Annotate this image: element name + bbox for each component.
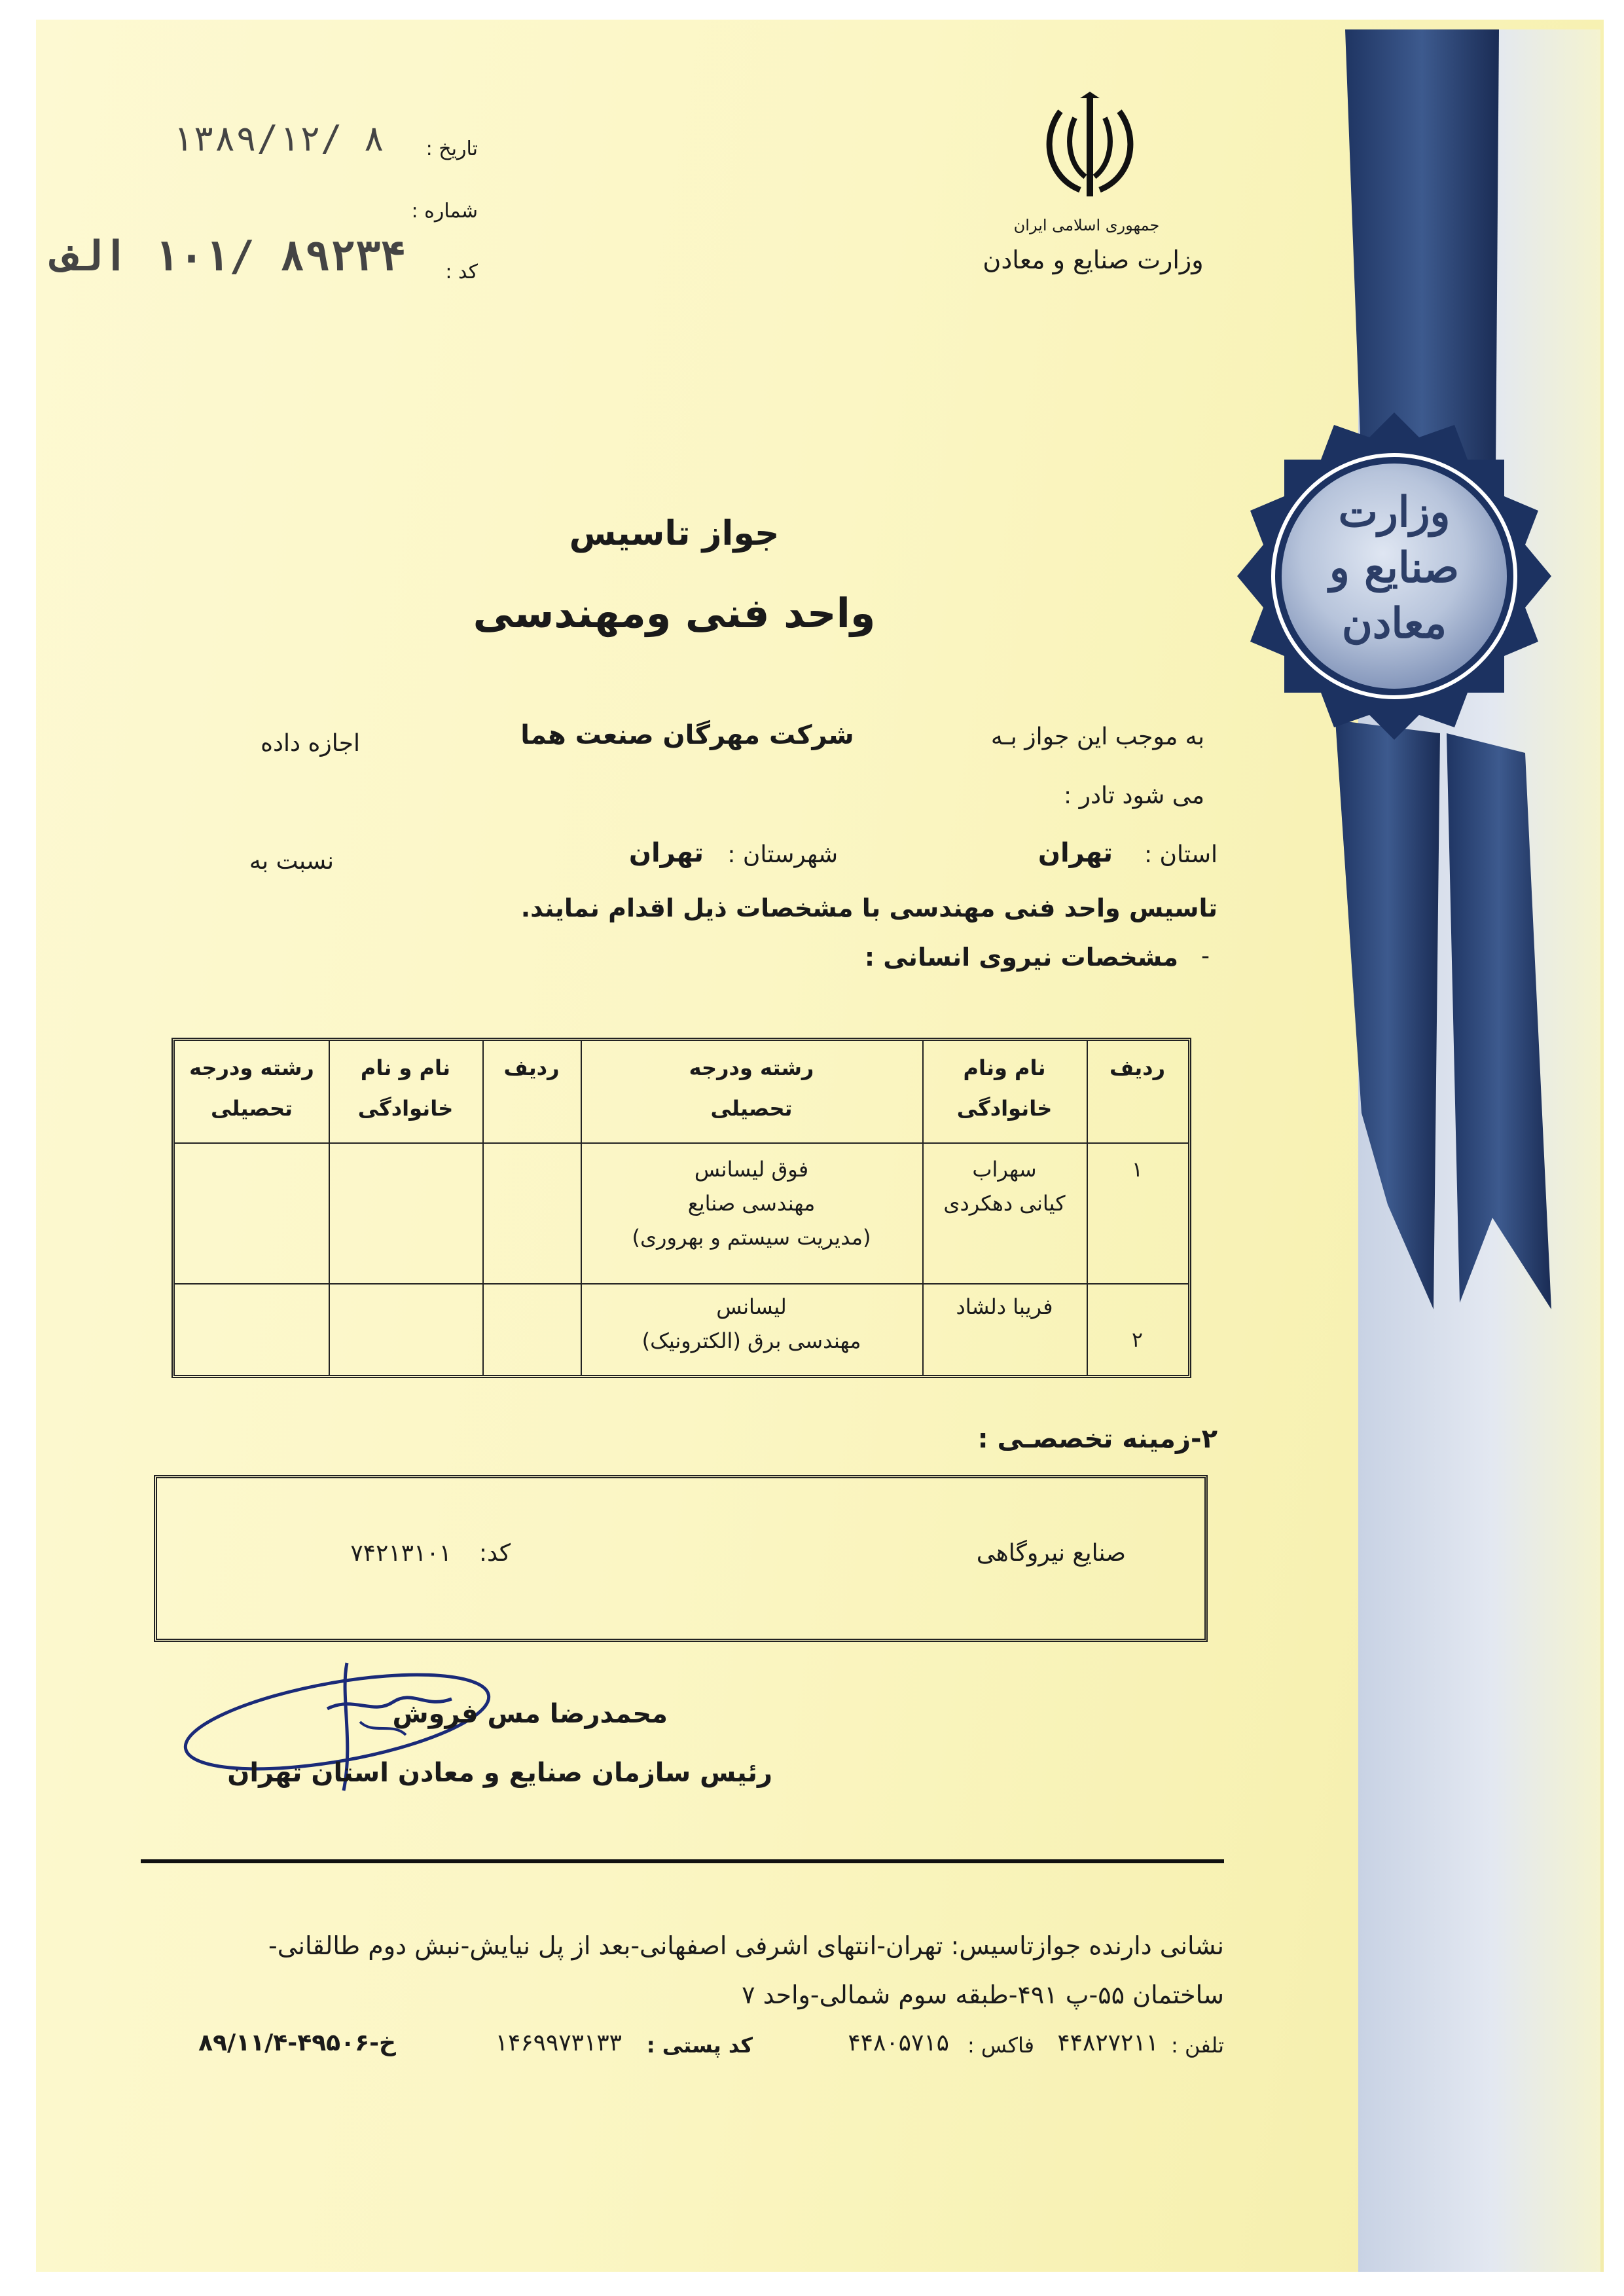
row1-field — [581, 1152, 922, 1254]
ribbon-tail-right — [1447, 733, 1551, 1309]
header-name-line1: نام ونام — [963, 1055, 1046, 1080]
header-name2-line2: خانوادگی — [357, 1096, 454, 1121]
table-header-field — [581, 1048, 922, 1129]
seal-text-line1: وزارت — [1338, 488, 1451, 537]
country-caption: جمهوری اسلامی ایران — [1013, 216, 1160, 234]
header-field2-line1: رشته ودرجه — [189, 1055, 314, 1080]
header-row-label: ردیف — [1110, 1055, 1165, 1080]
title-permit: جواز تاسیس — [569, 514, 780, 553]
number-label: شماره : — [411, 200, 478, 223]
purpose-text: تاسیس واحد فنی مهندسی با مشخصات ذیل اقدام نمایند. — [520, 894, 1218, 922]
date-value: ۱۳۸۹/۱۲/ ۸ — [171, 118, 385, 159]
header-name-line2: خانوادگی — [956, 1096, 1053, 1121]
row1-name-line1: سهراب — [972, 1157, 1037, 1182]
table-header-name — [922, 1048, 1087, 1129]
row2-field-line2: مهندسی برق (الکترونیک) — [641, 1328, 861, 1353]
table-header-name-2 — [329, 1048, 482, 1129]
iran-emblem-icon — [1034, 92, 1146, 203]
specialty-heading: ۲-زمینه تخصصـی : — [977, 1424, 1218, 1454]
company-name: شرکت مهرگان صنعت هما — [520, 720, 854, 750]
province-value: تهران — [1038, 838, 1113, 868]
title-unit: واحد فنی ومهندسی — [473, 589, 876, 637]
row2-number: ۲ — [1131, 1327, 1144, 1352]
fax-label: فاکس : — [967, 2033, 1034, 2058]
intro-text: به موجب این جواز بـه — [990, 723, 1204, 750]
specialty-name: صنایع نیروگاهی — [976, 1540, 1126, 1567]
ministry-caption: وزارت صنایع و معادن — [983, 246, 1204, 274]
header-field-line2: تحصیلی — [710, 1096, 793, 1121]
table-header-row-2 — [482, 1048, 581, 1088]
table-row — [1087, 1152, 1188, 1186]
code-value: ۸۹۲۳۴ /۱۰۱ الف — [52, 232, 406, 281]
header-field2-line2: تحصیلی — [210, 1096, 293, 1121]
footer-divider — [141, 1859, 1224, 1863]
table-row — [1087, 1322, 1188, 1357]
header-field-line1: رشته ودرجه — [689, 1055, 814, 1080]
ribbon-tail-left — [1335, 720, 1440, 1309]
province-label: استان : — [1144, 841, 1218, 868]
specialty-code: ۷۴۲۱۳۱۰۱ — [350, 1540, 452, 1567]
specialty-code-label: کد: — [478, 1540, 511, 1567]
header-name2-line1: نام و نام — [360, 1055, 451, 1080]
staff-heading: مشخصات نیروی انسانی : — [864, 943, 1178, 972]
row1-field-line3: (مدیریت سیستم و بهروری) — [632, 1225, 871, 1250]
city-label: شهرستان : — [727, 841, 838, 868]
table-header-field-2 — [175, 1048, 329, 1129]
row2-name — [922, 1290, 1087, 1324]
row2-field-line1: لیسانس — [716, 1294, 787, 1319]
table-header-row — [1087, 1048, 1188, 1088]
row1-name — [922, 1152, 1087, 1220]
header-row2-label: ردیف — [503, 1055, 560, 1080]
phone-value: ۴۴۸۲۷۲۱۱ — [1057, 2030, 1159, 2056]
seal-text-line2: صنایع و — [1329, 543, 1460, 592]
city-value: تهران — [628, 838, 704, 868]
ribbon-top — [1345, 29, 1499, 471]
row1-field-line2: مهندسی صنایع — [687, 1191, 816, 1216]
signatory-position: رئیس سازمان صنایع و معادن استان تهران — [227, 1758, 772, 1788]
reference-number: خ-۴۹۵۰۶-۸۹/۱۱/۴ — [198, 2030, 396, 2056]
row2-name-line1: فریبا دلشاد — [956, 1294, 1053, 1319]
regarding-text: نسبت به — [249, 848, 334, 875]
row1-number: ۱ — [1131, 1157, 1144, 1182]
address-line2: ساختمان ۵۵-پ ۴۹۱-طبقه سوم شمالی-واحد ۷ — [742, 1980, 1224, 2009]
fax-value: ۴۴۸۰۵۷۱۵ — [848, 2030, 949, 2056]
row1-name-line2: کیانی دهکردی — [943, 1191, 1066, 1216]
may-text: می شود تادر : — [1064, 782, 1204, 809]
staff-table — [171, 1038, 1191, 1378]
dash: - — [1201, 943, 1210, 970]
row1-field-line1: فوق لیسانس — [694, 1157, 809, 1182]
row2-field — [581, 1290, 922, 1358]
postal-label: کد پستی : — [646, 2033, 753, 2058]
date-label: تاریخ : — [425, 137, 478, 160]
code-label: کد : — [445, 261, 478, 283]
seal-text-line3: معادن — [1341, 599, 1447, 648]
address-line1: نشانی دارنده جوازتاسیس: تهران-انتهای اشرفی اصفهانی-بعد از پل نیایش-نبش دوم طالقانی- — [268, 1931, 1224, 1960]
phone-label: تلفن : — [1171, 2033, 1224, 2058]
signatory-name: محمدرضا مس فروش — [392, 1699, 668, 1729]
postal-value: ۱۴۶۹۹۷۳۱۳۳ — [495, 2030, 622, 2056]
permit-text: اجازه داده — [261, 730, 360, 757]
